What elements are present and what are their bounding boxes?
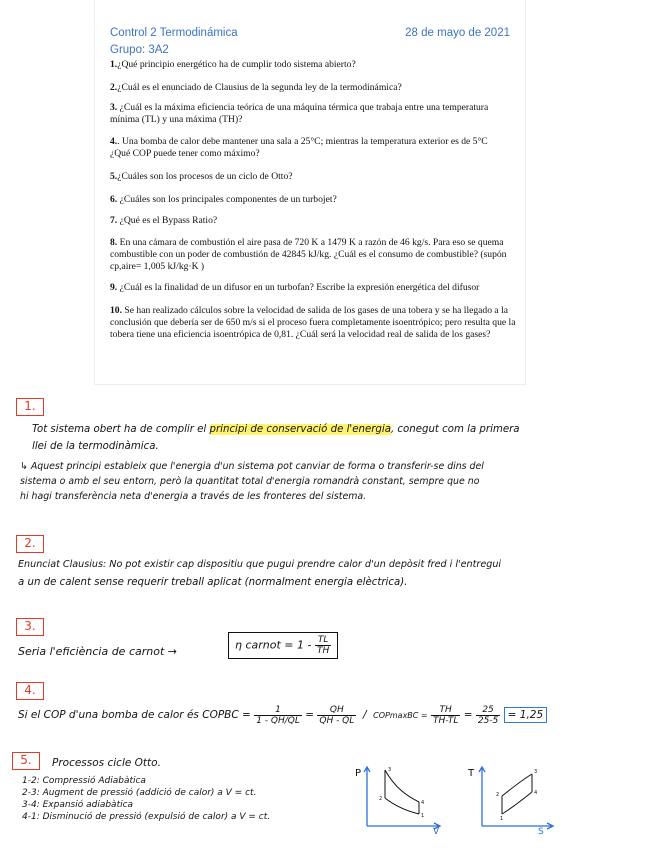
ts-y-label: T (468, 768, 475, 779)
pv-y-label: P (355, 768, 362, 779)
otto-step-4: 4-1: Disminució de pressió (expulsió de calor) a V = ct. (22, 812, 271, 822)
question-9: 9. ¿Cuál es la finalidad de un difusor en un turbofan? Escribe la expresión energética del difusor (110, 282, 480, 293)
highlighted-principle: principi de conservació de l'energia (209, 424, 391, 435)
answer-5-title: Processos cicle Otto. (52, 757, 161, 769)
otto-step-3: 3-4: Expansió adiabàtica (22, 800, 134, 810)
answer-1-line-2: llei de la termodinàmica. (32, 441, 159, 452)
svg-text:1: 1 (500, 816, 504, 822)
carnot-formula: η carnot = 1 - $\frac{TL}{TH}$ (228, 632, 338, 659)
answer-1-number: 1. (16, 398, 44, 416)
otto-cycle-pv (385, 770, 419, 814)
cop-result: = 1,25 (504, 707, 548, 723)
question-10: 10. Se han realizado cálculos sobre la velocidad de salida de los gases de una tobera y se ha llegado a la conclusión que debería ser de 650 m/s si el proceso fuera completamente isoentrópico; pero resulta que la tobera tiene una eficiencia isoentrópica de 0,81. ¿Cuál será la velocidad real de salida de los gases? (110, 305, 516, 340)
pv-x-label: V (433, 827, 440, 834)
exam-title: Control 2 Termodinámica (110, 27, 238, 39)
svg-text:2: 2 (379, 796, 383, 802)
answer-1-line-5: hi hagi transferència neta d'energia a través de les fronteres del sistema. (20, 491, 367, 502)
answer-1-line-4: sistema o amb el seu entorn, però la quantitat total d'energia romandrà constant, sempre que no (20, 476, 480, 487)
svg-text:2: 2 (496, 792, 500, 798)
svg-text:4: 4 (421, 800, 425, 806)
svg-text:3: 3 (388, 767, 392, 773)
group-header (110, 44, 510, 56)
ts-x-label: S (538, 827, 544, 834)
answer-3-text: Seria l'eficiència de carnot → (18, 645, 177, 658)
question-2: 2.¿Cuál es el enunciado de Clausius de la segunda ley de la termodinámica? (110, 82, 402, 93)
question-1: 1.¿Qué principio energético ha de cumplir todo sistema abierto? (110, 59, 356, 70)
otto-step-2: 2-3: Augment de pressió (addició de calor) a V = ct. (22, 788, 257, 798)
exam-date: 28 de mayo de 2021 (405, 27, 510, 39)
answer-3-number: 3. (16, 618, 44, 636)
exam-group: Grupo: 3A2 (110, 44, 169, 56)
svg-text:4: 4 (534, 790, 538, 796)
answer-2-line-1: Enunciat Clausius: No pot existir cap dispositiu que pugui prendre calor d'un depòsit fred i l'entregui (18, 559, 502, 570)
question-4: 4.. Una bomba de calor debe mantener una sala a 25°C; mientras la temperatura exterior es de 5°C ¿Qué COP puede tener como máximo? (110, 136, 488, 159)
answer-4-line: Si el COP d'una bomba de calor és COPBC = $\frac{1}{1 - QH/QL}$ = $\frac{QH}{QH - QL}$ / COPmaxBC = $\frac{TH}{TH-TL}$ = $\frac{25}{25-5}$ = 1,25 (18, 704, 547, 727)
svg-text:1: 1 (421, 813, 425, 819)
ts-diagram (466, 762, 556, 834)
question-6: 6. ¿Cuáles son los principales componentes de un turbojet? (110, 194, 337, 205)
otto-step-1: 1-2: Compressió Adiabàtica (22, 776, 146, 786)
question-8: 8. En una cámara de combustión el aire pasa de 720 K a 1479 K a razón de 46 kg/s. Para eso se quema combustible con un poder de combustión de 42845 kJ/kg. ¿Cuál es el consumo de combustible? (supón cp,aire= 1,005 kJ/kg·K ) (110, 237, 507, 272)
svg-text:3: 3 (534, 769, 538, 775)
answer-1-line-1: Tot sistema obert ha de complir el principi de conservació de l'energia, conegut com la primera (32, 424, 520, 435)
question-5: 5.¿Cuáles son los procesos de un ciclo de Otto? (110, 171, 293, 182)
answer-2-number: 2. (16, 535, 44, 553)
question-3: 3. ¿Cuál es la máxima eficiencia teórica de una máquina térmica que trabaja entre una temperatura mínima (TL) y una máxima (TH)? (110, 102, 489, 125)
answer-4-number: 4. (16, 682, 44, 700)
exam-header (110, 27, 510, 39)
answer-5-number: 5. (12, 752, 40, 770)
pv-diagram (355, 762, 445, 834)
answer-2-line-2: a un de calent sense requerir treball aplicat (normalment energia elèctrica). (18, 577, 408, 588)
answer-1-line-3: ↳ Aquest principi estableix que l'energia d'un sistema pot canviar de forma o transferir-se dins del (20, 461, 484, 472)
question-7: 7. ¿Qué es el Bypass Ratio? (110, 215, 218, 226)
otto-cycle-ts (502, 774, 532, 814)
